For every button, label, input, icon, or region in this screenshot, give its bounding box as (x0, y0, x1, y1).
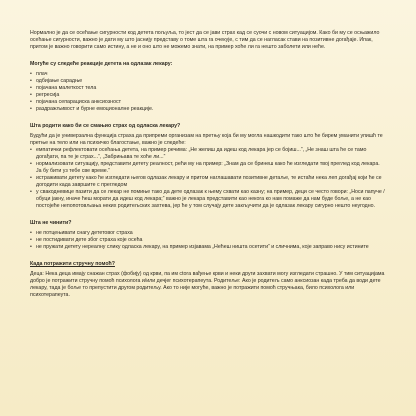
help-intro: Будући да је универзална функција страха да припреми организам на претњу која би му могла нашкодити тако што ће бирем уманити упишћ те претње на тело или на психичко благостање, важно је следеће: (30, 133, 383, 146)
list-item: • не пружати детету нереалну слику одласка лекару, на пример изјавама „Нећеш ништа осетити“ и сличнима, које заправо нису истините (30, 244, 386, 251)
list-item: • нормализовати ситуацију, представити детету реалност, рећи му на пример: „Знам да се бринеш како ће изгледати твој преглед код лекара. Ја бу бити уз тебе све време.“ (30, 161, 386, 175)
help-heading: Шта родити како би се смањио страх од одласка лекару? (30, 123, 181, 129)
reactions-heading: Могуће су следеће реакције детета на одлазак лекару: (30, 61, 173, 67)
list-item: • појачана сепарациска анксиозност (30, 99, 386, 106)
list-item: • истраживати детету како ће изгледати његов одлазак лекару и притом наглашавати позитивне детаље, те истаћи нека леп догађај који ће се догодити када завршите с прегледом (30, 175, 386, 189)
list-item: • регресија (30, 92, 386, 99)
list-item: • раздражљивост и бурне емоционалне реакције. (30, 106, 386, 113)
list-item: • у свакодневице пазити да се лекар не помиње тако да дете одлазак к њему схвати као казну; на пример, деци се често говори: „Носи папуче / обуци јакну, иначе ћеш морати да идеш код лекара;“ важно је лекара представити као некога ко нам помаже да нам буде боље, а не као постојеће непопотовљања неких родитељских захтева, јер ће у том случају дете закључити да је одлазак лекару сигурно нешто неугодно. (30, 189, 386, 210)
help-list (30, 147, 386, 210)
intro-paragraph: Нормално је да се осећање сигурности код детета пољуља, то јест да се јави страх кад се суочи с новом ситуацијом. Како би му се осњажило осећање сигурности, важно је дати му што јаснију представу о томе шта га очекује, с тим да се нагласак стави на позитивне догађаје. Ипак, притом је важно говорити само истину, а не и оно што не можемо знати, на пример хоће ли га нешто заболети или неће. (30, 30, 380, 50)
reactions-list (30, 71, 386, 113)
list-item: • не постидивати дете због страха које осећа (30, 237, 386, 244)
dont-heading: Шта не чинити? (30, 220, 72, 226)
reactions-section (30, 61, 386, 113)
list-item: • одбијање сарадње (30, 78, 386, 85)
dont-list (30, 230, 386, 251)
dont-section (30, 220, 386, 251)
list-item: • плач (30, 71, 386, 78)
professional-heading: Када потражити стручну помоћ? (30, 261, 115, 267)
list-item: • појачана малеткост тела (30, 85, 386, 92)
help-section (30, 123, 386, 210)
professional-section (30, 261, 386, 299)
professional-paragraph: Деца: Нека деца имају снажан страх (фобију) од крви, па им сtoга вађење крви и неки други захвати могу изгледати страшно. У тим ситуацијама добро је потражити стручну помоћ психолога и/или дечјег психотерапеута. Родитеље: Ако је родитељ само анксиозан када треба да води дете лекару, тада је боље то препустити другом родитељу. Ако то није могуће, важно је потражити помоћ стручњака, било психолога или психотерапеута. (30, 271, 385, 298)
list-item: • не потцењивати снагу дететовог страха (30, 230, 386, 237)
list-item: • емпатички рефлектовати осећања детета, на пример речима: „Не желиш да идеш код лекара јер се бојиш...“, „Не знаш шта ће се тамо догађати, па те је страх...“, „Забрињава те хоће ли...“ (30, 147, 386, 161)
